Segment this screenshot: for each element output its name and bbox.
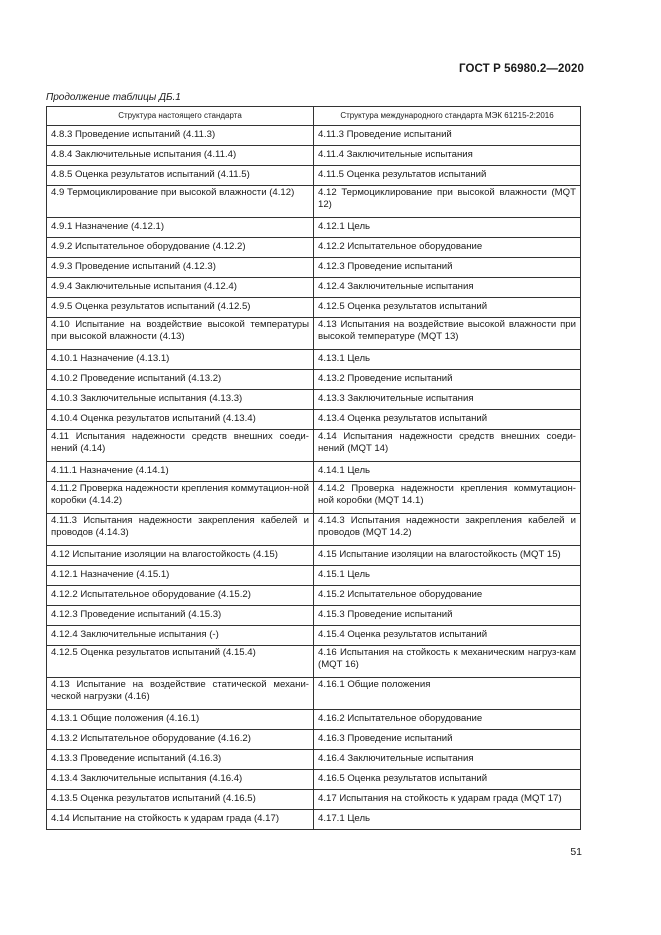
table-row xyxy=(47,790,581,810)
international-clause-cell: 4.17 Испытания на стойкость к ударам града (MQT 17) xyxy=(314,790,581,810)
document-code: ГОСТ Р 56980.2—2020 xyxy=(459,63,584,75)
international-clause-cell: 4.16.2 Испытательное оборудование xyxy=(314,710,581,730)
international-clause-cell: 4.13.1 Цель xyxy=(314,350,581,370)
column-header-international: Структура международного стандарта МЭК 61215-2:2016 xyxy=(314,107,581,126)
table-row xyxy=(47,278,581,298)
table-header-row xyxy=(47,107,581,126)
international-clause-cell: 4.14.3 Испытания надежности закрепления кабелей и проводов (MQT 14.2) xyxy=(314,514,581,546)
international-clause-cell: 4.16.3 Проведение испытаний xyxy=(314,730,581,750)
national-clause-cell: 4.12.2 Испытательное оборудование (4.15.2) xyxy=(47,586,314,606)
national-clause-cell: 4.12.4 Заключительные испытания (-) xyxy=(47,626,314,646)
table-row xyxy=(47,126,581,146)
table-row xyxy=(47,730,581,750)
international-clause-cell: 4.16.1 Общие положения xyxy=(314,678,581,710)
correspondence-table xyxy=(46,106,581,830)
international-clause-cell: 4.12.3 Проведение испытаний xyxy=(314,258,581,278)
international-clause-cell: 4.13.4 Оценка результатов испытаний xyxy=(314,410,581,430)
national-clause-cell: 4.9.5 Оценка результатов испытаний (4.12.5) xyxy=(47,298,314,318)
table-row xyxy=(47,770,581,790)
table-row xyxy=(47,546,581,566)
national-clause-cell: 4.9.1 Назначение (4.12.1) xyxy=(47,218,314,238)
table-row xyxy=(47,810,581,830)
national-clause-cell: 4.11 Испытания надежности средств внешних соеди-нений (4.14) xyxy=(47,430,314,462)
table-row xyxy=(47,298,581,318)
table-row xyxy=(47,626,581,646)
national-clause-cell: 4.9 Термоциклирование при высокой влажности (4.12) xyxy=(47,186,314,218)
national-clause-cell: 4.12.1 Назначение (4.15.1) xyxy=(47,566,314,586)
national-clause-cell: 4.13.4 Заключительные испытания (4.16.4) xyxy=(47,770,314,790)
international-clause-cell: 4.16.4 Заключительные испытания xyxy=(314,750,581,770)
column-header-national: Структура настоящего стандарта xyxy=(47,107,314,126)
international-clause-cell: 4.11.3 Проведение испытаний xyxy=(314,126,581,146)
table-row xyxy=(47,586,581,606)
national-clause-cell: 4.11.3 Испытания надежности закрепления кабелей и проводов (4.14.3) xyxy=(47,514,314,546)
table-row xyxy=(47,218,581,238)
international-clause-cell: 4.13.2 Проведение испытаний xyxy=(314,370,581,390)
international-clause-cell: 4.12.2 Испытательное оборудование xyxy=(314,238,581,258)
national-clause-cell: 4.8.4 Заключительные испытания (4.11.4) xyxy=(47,146,314,166)
international-clause-cell: 4.15 Испытание изоляции на влагостойкость (MQT 15) xyxy=(314,546,581,566)
table-row xyxy=(47,482,581,514)
international-clause-cell: 4.14 Испытания надежности средств внешних соеди-нений (MQT 14) xyxy=(314,430,581,462)
table-row xyxy=(47,390,581,410)
table-row xyxy=(47,710,581,730)
table-row xyxy=(47,606,581,626)
international-clause-cell: 4.15.1 Цель xyxy=(314,566,581,586)
international-clause-cell: 4.15.4 Оценка результатов испытаний xyxy=(314,626,581,646)
national-clause-cell: 4.12.3 Проведение испытаний (4.15.3) xyxy=(47,606,314,626)
international-clause-cell: 4.11.5 Оценка результатов испытаний xyxy=(314,166,581,186)
national-clause-cell: 4.10.2 Проведение испытаний (4.13.2) xyxy=(47,370,314,390)
international-clause-cell: 4.12 Термоциклирование при высокой влажности (MQT 12) xyxy=(314,186,581,218)
national-clause-cell: 4.12.5 Оценка результатов испытаний (4.15.4) xyxy=(47,646,314,678)
national-clause-cell: 4.11.1 Назначение (4.14.1) xyxy=(47,462,314,482)
national-clause-cell: 4.13.2 Испытательное оборудование (4.16.2) xyxy=(47,730,314,750)
national-clause-cell: 4.9.3 Проведение испытаний (4.12.3) xyxy=(47,258,314,278)
table-caption: Продолжение таблицы ДБ.1 xyxy=(46,92,181,103)
international-clause-cell: 4.14.2 Проверка надежности крепления коммутацион-ной коробки (MQT 14.1) xyxy=(314,482,581,514)
international-clause-cell: 4.15.2 Испытательное оборудование xyxy=(314,586,581,606)
international-clause-cell: 4.17.1 Цель xyxy=(314,810,581,830)
national-clause-cell: 4.10.1 Назначение (4.13.1) xyxy=(47,350,314,370)
table-row xyxy=(47,350,581,370)
table-row xyxy=(47,258,581,278)
national-clause-cell: 4.13.1 Общие положения (4.16.1) xyxy=(47,710,314,730)
national-clause-cell: 4.9.4 Заключительные испытания (4.12.4) xyxy=(47,278,314,298)
national-clause-cell: 4.14 Испытание на стойкость к ударам града (4.17) xyxy=(47,810,314,830)
international-clause-cell: 4.14.1 Цель xyxy=(314,462,581,482)
international-clause-cell: 4.13.3 Заключительные испытания xyxy=(314,390,581,410)
table-row xyxy=(47,514,581,546)
national-clause-cell: 4.10.3 Заключительные испытания (4.13.3) xyxy=(47,390,314,410)
national-clause-cell: 4.10 Испытание на воздействие высокой температуры при высокой влажности (4.13) xyxy=(47,318,314,350)
national-clause-cell: 4.13.5 Оценка результатов испытаний (4.16.5) xyxy=(47,790,314,810)
international-clause-cell: 4.11.4 Заключительные испытания xyxy=(314,146,581,166)
table-row xyxy=(47,146,581,166)
international-clause-cell: 4.12.4 Заключительные испытания xyxy=(314,278,581,298)
table-row xyxy=(47,166,581,186)
national-clause-cell: 4.8.3 Проведение испытаний (4.11.3) xyxy=(47,126,314,146)
table-row xyxy=(47,318,581,350)
national-clause-cell: 4.11.2 Проверка надежности крепления коммутацион-ной коробки (4.14.2) xyxy=(47,482,314,514)
international-clause-cell: 4.12.1 Цель xyxy=(314,218,581,238)
table-row xyxy=(47,430,581,462)
international-clause-cell: 4.15.3 Проведение испытаний xyxy=(314,606,581,626)
page-number: 51 xyxy=(570,846,582,858)
table-row xyxy=(47,410,581,430)
international-clause-cell: 4.16 Испытания на стойкость к механическим нагруз-кам (MQT 16) xyxy=(314,646,581,678)
table-row xyxy=(47,646,581,678)
international-clause-cell: 4.16.5 Оценка результатов испытаний xyxy=(314,770,581,790)
national-clause-cell: 4.13.3 Проведение испытаний (4.16.3) xyxy=(47,750,314,770)
national-clause-cell: 4.12 Испытание изоляции на влагостойкость (4.15) xyxy=(47,546,314,566)
table-row xyxy=(47,566,581,586)
national-clause-cell: 4.10.4 Оценка результатов испытаний (4.13.4) xyxy=(47,410,314,430)
table-row xyxy=(47,750,581,770)
national-clause-cell: 4.9.2 Испытательное оборудование (4.12.2) xyxy=(47,238,314,258)
national-clause-cell: 4.13 Испытание на воздействие статической механи-ческой нагрузки (4.16) xyxy=(47,678,314,710)
international-clause-cell: 4.13 Испытания на воздействие высокой влажности при высокой температуре (MQT 13) xyxy=(314,318,581,350)
international-clause-cell: 4.12.5 Оценка результатов испытаний xyxy=(314,298,581,318)
table-row xyxy=(47,370,581,390)
table-row xyxy=(47,678,581,710)
table-row xyxy=(47,186,581,218)
table-row xyxy=(47,462,581,482)
table-row xyxy=(47,238,581,258)
national-clause-cell: 4.8.5 Оценка результатов испытаний (4.11.5) xyxy=(47,166,314,186)
